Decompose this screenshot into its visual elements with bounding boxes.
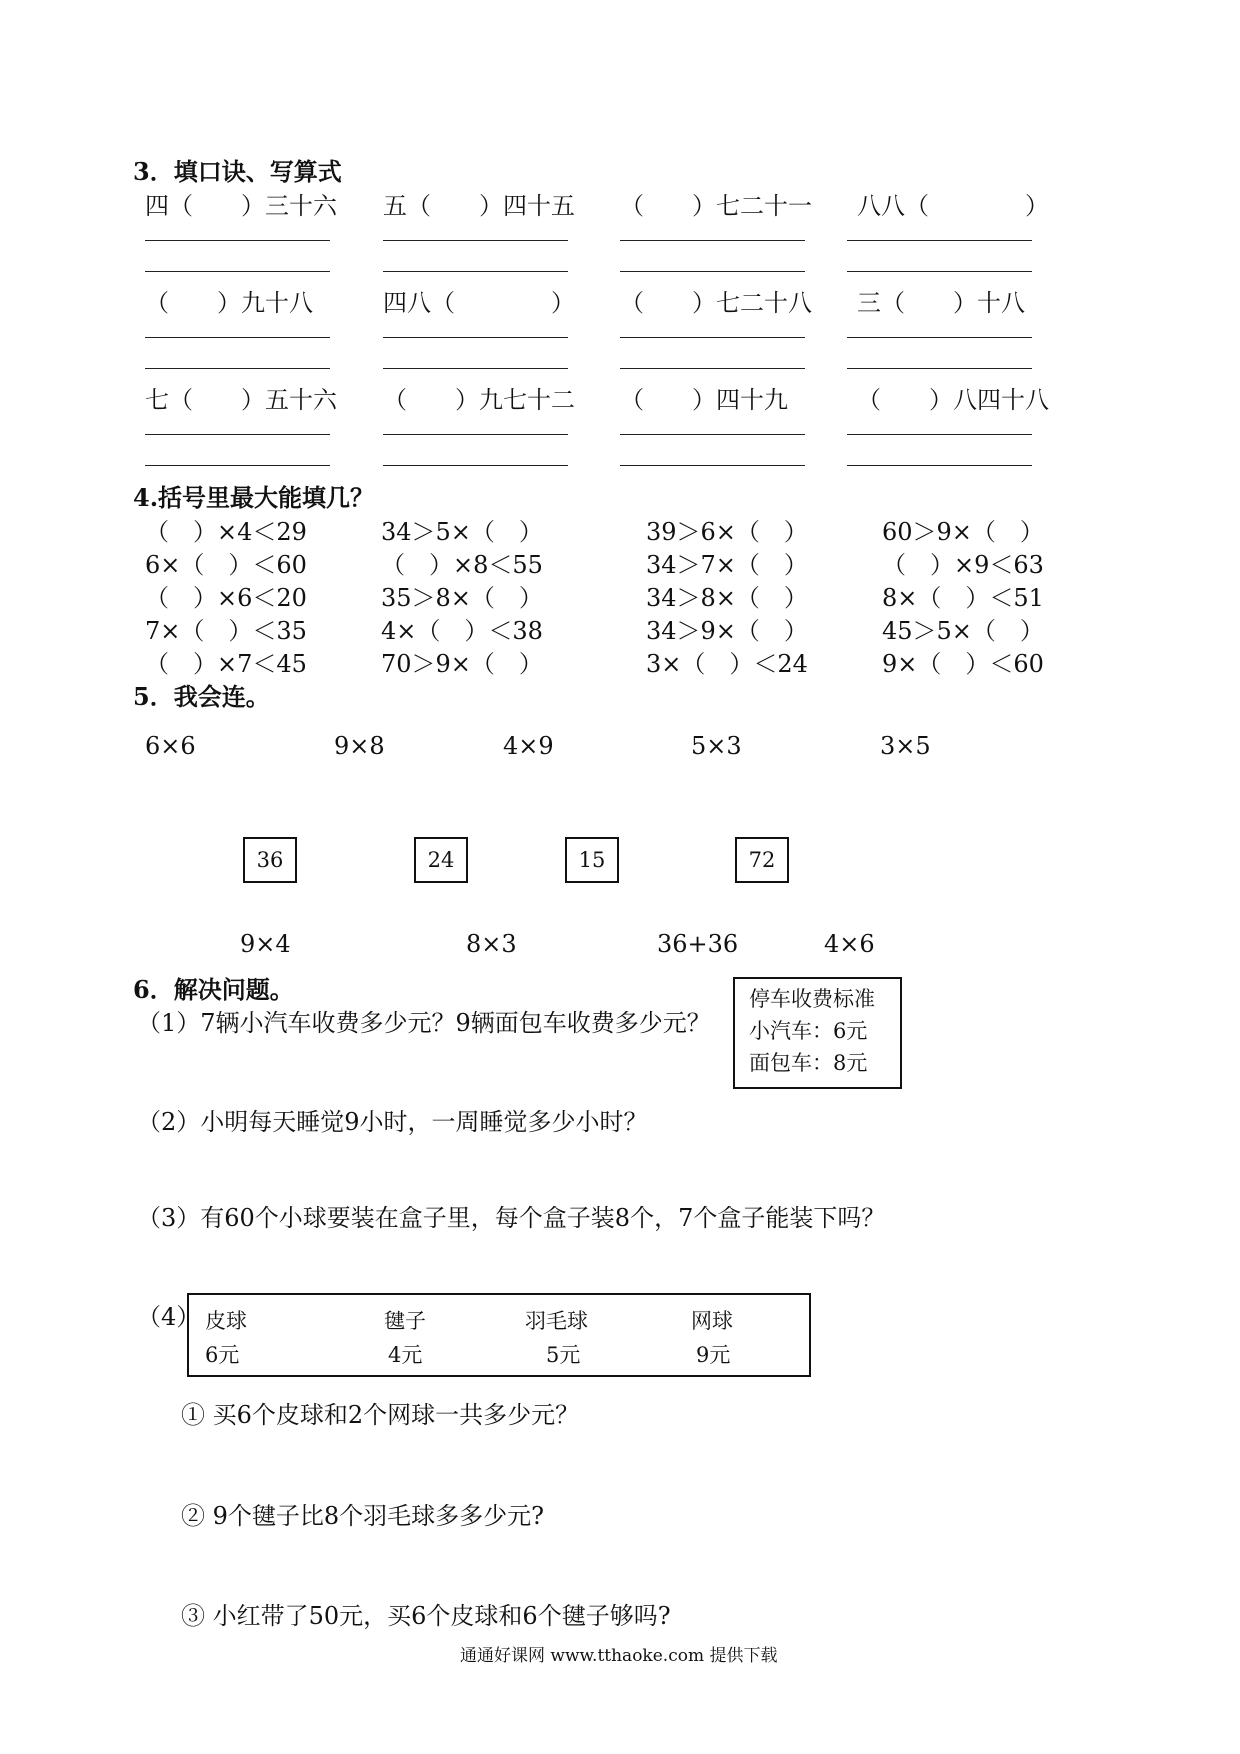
mnemonic-item: （ ）九七十二 (383, 386, 575, 414)
answer-line (145, 271, 330, 272)
answer-line (620, 465, 805, 466)
bottom-expression: 4×6 (824, 930, 875, 958)
inequality-item: 39＞6×（ ） (646, 518, 808, 546)
answer-line (383, 465, 568, 466)
question-2: （2）小明每天睡觉9小时，一周睡觉多少小时？ (137, 1108, 648, 1136)
inequality-item: 34＞9×（ ） (646, 617, 808, 645)
parking-fee-van: 面包车：8元 (749, 1051, 868, 1075)
mnemonic-item: （ ）九十八 (145, 289, 313, 317)
inequality-item: （ ）×7＜45 (145, 650, 307, 678)
section3-title: 3．填口诀、写算式 (133, 157, 342, 186)
answer-line (383, 240, 568, 241)
mnemonic-item: 七（ ）五十六 (145, 386, 337, 414)
answer-line (847, 337, 1032, 338)
mnemonic-item: 八八（ ） (857, 192, 1049, 220)
mnemonic-item: 五（ ）四十五 (383, 192, 575, 220)
price-value: 5元 (546, 1343, 581, 1367)
section4-title: 4.括号里最大能填几？ (133, 483, 375, 512)
parking-fee-car: 小汽车：6元 (749, 1019, 868, 1043)
answer-line (145, 240, 330, 241)
bottom-expression: 9×4 (240, 930, 291, 958)
sub-question-1: ① 买6个皮球和2个网球一共多少元？ (181, 1401, 580, 1429)
mnemonic-item: （ ）八四十八 (857, 386, 1049, 414)
answer-box: 72 (735, 837, 789, 883)
question-3: （3）有60个小球要装在盒子里，每个盒子装8个，7个盒子能装下吗？ (137, 1204, 886, 1232)
inequality-item: 34＞5×（ ） (381, 518, 543, 546)
answer-line (145, 337, 330, 338)
answer-line (383, 337, 568, 338)
answer-box: 24 (414, 837, 468, 883)
answer-line (620, 368, 805, 369)
answer-line (383, 271, 568, 272)
inequality-item: 60＞9×（ ） (882, 518, 1044, 546)
answer-line (383, 434, 568, 435)
answer-line (145, 434, 330, 435)
price-value: 6元 (205, 1343, 240, 1367)
answer-line (620, 271, 805, 272)
answer-line (620, 434, 805, 435)
inequality-item: （ ）×6＜20 (145, 584, 307, 612)
question-1: （1）7辆小汽车收费多少元？9辆面包车收费多少元？ (137, 1009, 711, 1037)
price-name: 羽毛球 (525, 1309, 588, 1333)
parking-fee-title: 停车收费标准 (749, 987, 875, 1011)
inequality-item: （ ）×4＜29 (145, 518, 307, 546)
sub-question-2: ② 9个毽子比8个羽毛球多多少元? (181, 1502, 545, 1530)
answer-line (383, 368, 568, 369)
inequality-item: 9×（ ）＜60 (882, 650, 1044, 678)
bottom-expression: 36+36 (657, 930, 739, 958)
answer-line (847, 465, 1032, 466)
bottom-expression: 8×3 (466, 930, 517, 958)
answer-line (847, 240, 1032, 241)
answer-line (847, 271, 1032, 272)
section5-title: 5．我会连。 (133, 682, 270, 711)
price-table (187, 1293, 811, 1377)
mnemonic-item: 三（ ）十八 (857, 289, 1025, 317)
sub-question-3: ③ 小红带了50元，买6个皮球和6个毽子够吗? (181, 1602, 671, 1630)
mnemonic-item: （ ）四十九 (620, 386, 788, 414)
inequality-item: 34＞8×（ ） (646, 584, 808, 612)
answer-line (145, 368, 330, 369)
price-name: 毽子 (384, 1309, 426, 1333)
mnemonic-item: 四（ ）三十六 (145, 192, 337, 220)
footer-credit: 通通好课网 www.tthaoke.com 提供下载 (460, 1646, 778, 1666)
parking-fee-box (733, 977, 902, 1089)
mnemonic-item: 四八（ ） (383, 289, 575, 317)
answer-box: 36 (243, 837, 297, 883)
inequality-item: 35＞8×（ ） (381, 584, 543, 612)
top-expression: 3×5 (880, 732, 931, 760)
inequality-item: 7×（ ）＜35 (145, 617, 307, 645)
top-expression: 6×6 (145, 732, 196, 760)
answer-line (847, 434, 1032, 435)
inequality-item: 3×（ ）＜24 (646, 650, 808, 678)
mnemonic-item: （ ）七二十一 (620, 192, 812, 220)
inequality-item: 8×（ ）＜51 (882, 584, 1044, 612)
mnemonic-item: （ ）七二十八 (620, 289, 812, 317)
answer-line (145, 465, 330, 466)
inequality-item: （ ）×8＜55 (381, 551, 543, 579)
price-name: 网球 (691, 1309, 733, 1333)
top-expression: 4×9 (503, 732, 554, 760)
inequality-item: 34＞7×（ ） (646, 551, 808, 579)
answer-box: 15 (565, 837, 619, 883)
inequality-item: 45＞5×（ ） (882, 617, 1044, 645)
top-expression: 9×8 (334, 732, 385, 760)
price-name: 皮球 (205, 1309, 247, 1333)
inequality-item: 6×（ ）＜60 (145, 551, 307, 579)
answer-line (620, 240, 805, 241)
top-expression: 5×3 (691, 732, 742, 760)
price-value: 9元 (696, 1343, 731, 1367)
inequality-item: （ ）×9＜63 (882, 551, 1044, 579)
answer-line (620, 337, 805, 338)
question-4-label: （4） (137, 1303, 201, 1331)
section6-title: 6．解决问题。 (133, 975, 294, 1004)
inequality-item: 4×（ ）＜38 (381, 617, 543, 645)
answer-line (847, 368, 1032, 369)
price-value: 4元 (388, 1343, 423, 1367)
inequality-item: 70＞9×（ ） (381, 650, 543, 678)
